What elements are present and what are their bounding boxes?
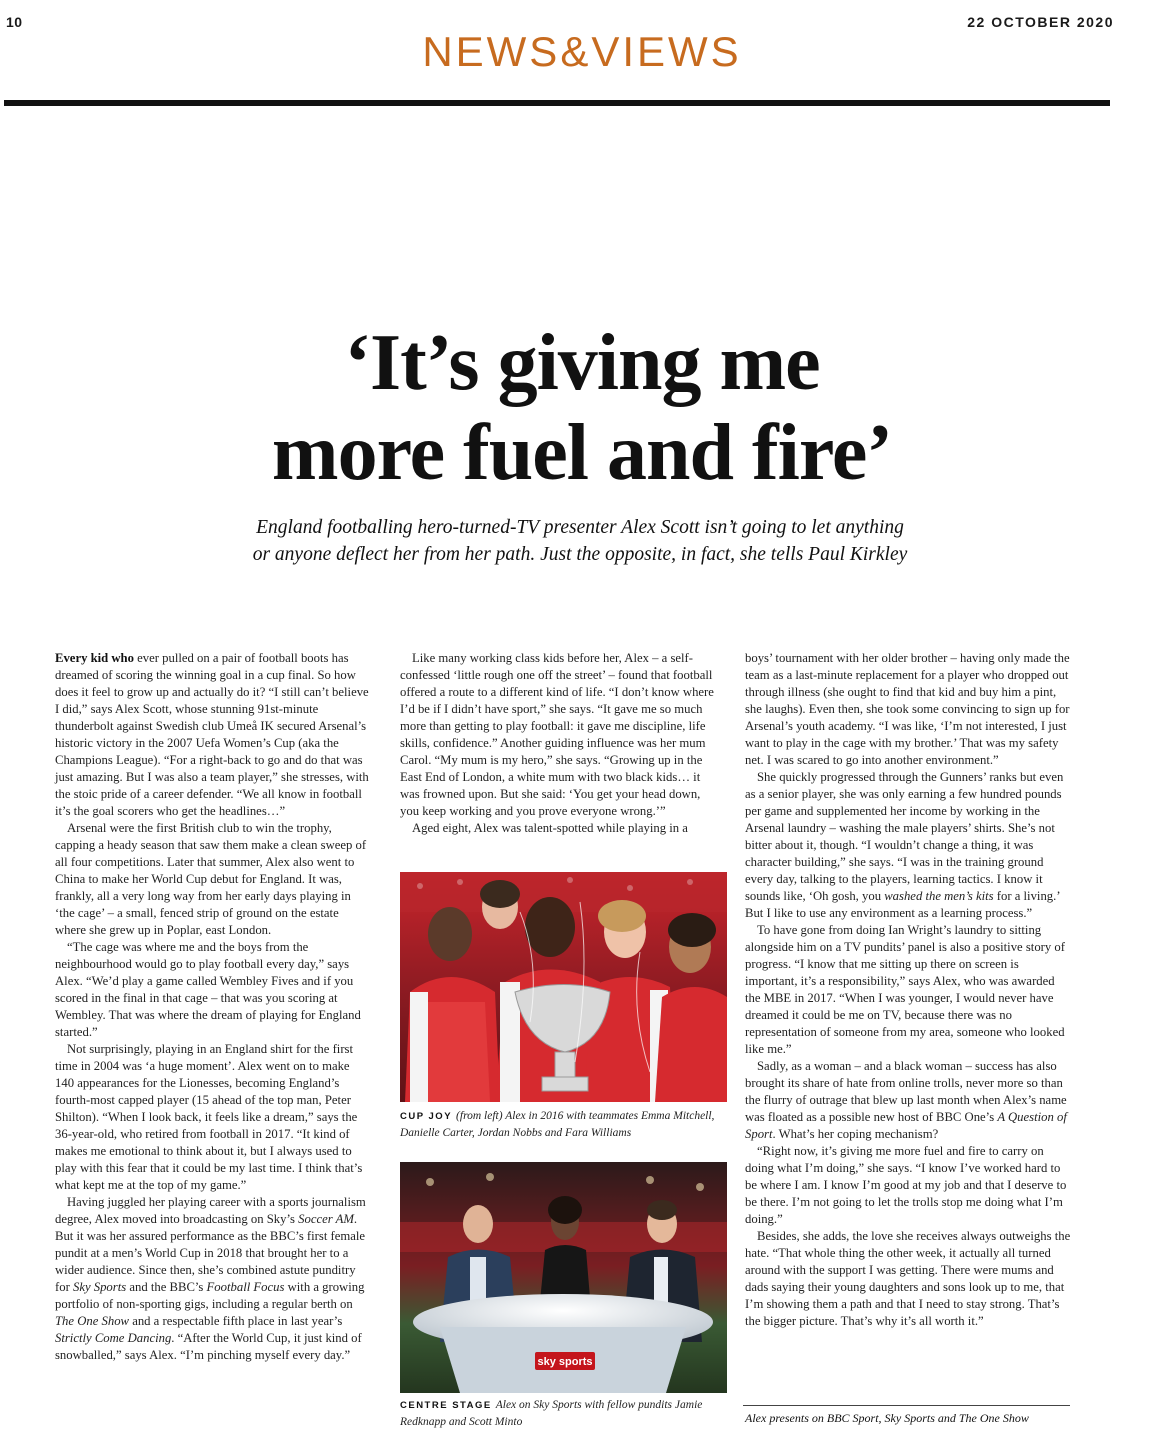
caption-tag: CENTRE STAGE [400,1400,492,1411]
caption-tag: CUP JOY [400,1111,453,1122]
caption-text: (from left) Alex in 2016 with teammates Emma Mitchell, Danielle Carter, Jordan Nobbs and Fara Williams [400,1110,715,1139]
standfirst [140,514,1020,568]
headline [0,318,1164,498]
paragraph: “Right now, it’s giving me more fuel and fire to carry on doing what I’m doing,” she says. “I know I’ve worked hard to be where I am. I know I’m good at my job and that I deserve to be there. I’m not going to let the trolls stop me doing what I’m doing.” [745,1144,1067,1226]
standfirst-line-1: England footballing hero-turned-TV presenter Alex Scott isn’t going to let anything [256,517,904,538]
paragraph-text: She quickly progressed through the Gunners’ ranks but even as a senior player, she was only earning a few hundred pounds per game and supplemented her income by working in the Arsenal laundry – washing the male players’ shirts. She’s not bitter about it, though. “I wouldn’t change a thing, it was character building,” she says. “I was in the training ground every day, talking to the players, learning tactics. I know it sounds like, ‘Oh gosh, you [745,770,1064,903]
column-3 [745,650,1071,1330]
issue-date: 22 OCTOBER 2020 [967,14,1114,30]
column-2 [400,650,722,837]
paragraph-text: . What’s her coping mechanism? [772,1127,939,1141]
paragraph: Arsenal were the first British club to win the trophy, capping a heady season that saw them make a clean sweep of all four competitions. Later that summer, Alex also went to China to make her World Cup debut for England. It was, frankly, all a very long way from her early days playing in ‘the cage’ – a small, fenced strip of ground on the estate where she grew up in Poplar, east London. [55,821,367,937]
caption-text: Alex on Sky Sports with fellow pundits Jamie Redknapp and Scott Minto [400,1399,703,1428]
paragraph: Like many working class kids before her, Alex – a self-confessed ‘little rough one off the street’ – found that football offered a route to a different kind of life. “I don’t know where I’d be if I didn’t have sport,” she says. “It gave me so much more than getting to play football: it gave me discipline, life skills, confidence.” Another guiding influence was her mum Carol. “My mum is my hero,” she says. “Growing up in the East End of London, a white mum with two black kids… it was frowned upon. But she said: ‘You get your head down, you keep working and you prove everyone wrong.’” [400,651,714,818]
paragraph [55,650,371,820]
photo-caption-1 [400,1108,727,1142]
paragraph: To have gone from doing Ian Wright’s laundry to sitting alongside him on a TV pundits’ panel is also a positive story of progress. “I know that me sitting up there on screen is important, it’s a responsibility,” says Alex, who was awarded the MBE in 2017. “When I was younger, I would never have dreamed it could be me on TV, because there was no representation of someone from my area, someone who looked like me.” [745,923,1065,1056]
headline-line-2: more fuel and fire’ [271,409,893,497]
sky-sports-logo: sky sports [537,1356,593,1368]
paragraph [745,1058,1071,1143]
section-title: NEWS&VIEWS [422,28,742,75]
title-ref: Football Focus [206,1280,285,1294]
title-ref: A Question of Sport [745,1110,1067,1141]
paragraph [745,769,1071,922]
column-1 [55,650,371,1364]
headline-line-1: ‘It’s giving me [344,319,820,407]
emphasis: washed the men’s kits [884,889,994,903]
title-ref: The One Show [55,1314,130,1328]
photo-cup-celebration [400,872,727,1102]
page-number: 10 [6,14,23,30]
paragraph-text: for a living.’ But I like to use any environment as a learning process.” [745,889,1060,920]
photo-caption-2 [400,1397,727,1431]
paragraph: Aged eight, Alex was talent-spotted while playing in a [412,821,688,835]
paragraph [55,1194,371,1364]
bio-rule [743,1405,1070,1406]
title-ref: Soccer AM [298,1212,354,1226]
paragraph: “The cage was where me and the boys from the neighbourhood would go to play football every day,” says Alex. “We’d play a game called Wembley Fives and if you scored in the final in that cage – that was you scoring at Wembley. That was where the dream of playing for England started.” [55,940,361,1039]
title-ref: Strictly Come Dancing [55,1331,172,1345]
paragraph: Besides, she adds, the love she receives always outweighs the hate. “That whole thing the other week, it actually all turned around with the support I was getting. There were mums and dads saying their young daughters and sons look up to me, that I’m showing them a path and that I need to stay strong. That’s the bigger picture. That’s why it’s all worth it.” [745,1229,1071,1328]
author-bio: Alex presents on BBC Sport, Sky Sports and The One Show [745,1411,1029,1425]
paragraph-text: Having juggled her playing career with a sports journalism degree, Alex moved into broadcasting on Sky’s [55,1195,366,1226]
paragraph-text: Sadly, as a woman – and a black woman – success has also brought its share of hate from online trolls, never more so than the flurry of outrage that blew up last month when Alex’s name was floated as a possible new host of BBC One’s [745,1059,1067,1124]
lead-in: Every kid who [55,651,134,665]
title-ref: Sky Sports [72,1280,127,1294]
header-rule [4,100,1110,106]
paragraph-text: and the BBC’s [126,1280,207,1294]
paragraph-text: . “After the World Cup, it just kind of snowballed,” says Alex. “I’m pinching myself every day.” [55,1331,362,1362]
photo-tv-studio [400,1162,727,1393]
paragraph: boys’ tournament with her older brother – having only made the team as a last-minute replacement for a player who dropped out through illness (she ought to find that kid and buy him a pint, she laughs). Even then, she took some convincing to sign up for Arsenal’s youth academy. “I was like, ‘I’m not interested, I just want to play in the cage with my brother.’ That was my safety net. I was scared to go into another environment.” [745,651,1070,767]
paragraph-text: ever pulled on a pair of football boots has dreamed of scoring the winning goal in a cup final. So how does it feel to grow up and actually do it? “I still can’t believe I did,” says Alex Scott, whose stunning 91st-minute thunderbolt against Swedish club Umeå IK secured Arsenal’s historic victory in the 2007 Uefa Women’s Cup (aka the Champions League). “For a right-back to go and do that was just amazing. But I was also a team player,” she stresses, with the stoic pride of a career defender. “We all know in football it’s the goal scorers who get the headlines…” [55,651,369,818]
paragraph-text: and a respectable fifth place in last year’s [129,1314,343,1328]
standfirst-line-2: or anyone deflect her from her path. Just the opposite, in fact, she tells Paul Kirkley [252,544,908,565]
paragraph-text: . But it was her assured performance as the BBC’s first female pundit at a men’s World Cup in 2018 that brought her to a wider audience. Since then, she’s combined astute punditry for [55,1212,366,1294]
paragraph-text: with a growing portfolio of non-sporting gigs, including a regular berth on [55,1280,365,1311]
paragraph: Not surprisingly, playing in an England shirt for the first time in 2004 was ‘a huge moment’. Alex went on to make 140 appearances for the Lionesses, becoming England’s fourth-most capped player (15 ahead of the top man, Peter Shilton). “When I look back, it feels like a dream,” says the 36-year-old, who retired from football in 2017. “It kind of makes me emotional to think about it, but I always used to play with this fear that it could be my last time. I think that’s what kept me at the top of my game.” [55,1042,363,1192]
